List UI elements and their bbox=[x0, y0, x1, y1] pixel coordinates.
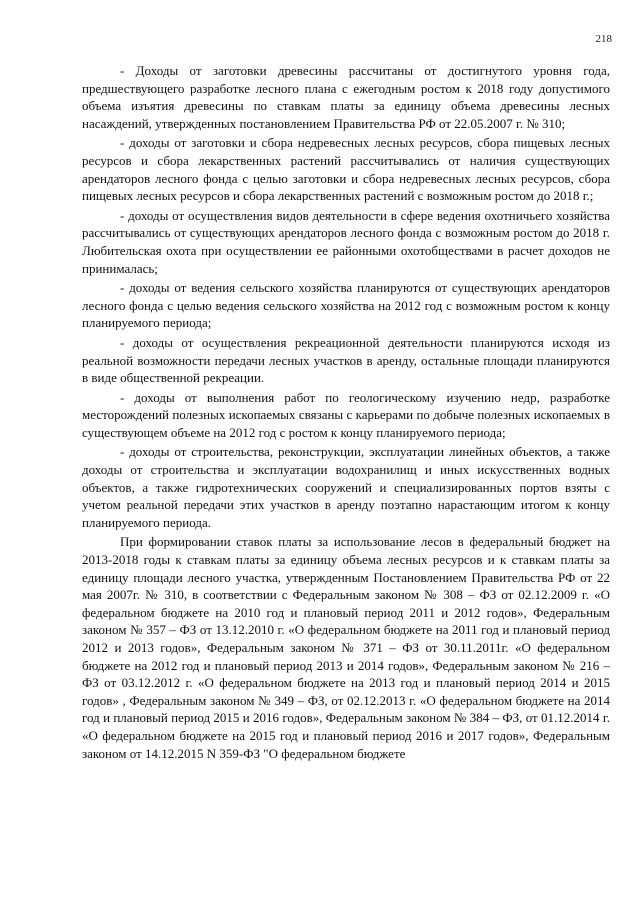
paragraph-federal-budget-rates: При формировании ставок платы за использование лесов в федеральный бюджет на 2013-2018 годы к ставкам платы за единицу объема лесных ресурсов и к ставкам платы за единицу площади лесного участка, утвержденным Постановлением Правительства РФ от 22 мая 2007г. № 310, в соответствии с Федеральным законом № 308 – ФЗ от 02.12.2009 г. «О федеральном бюджете на 2010 год и плановый период 2011 и 2012 годов», Федеральным законом № 357 – ФЗ от 13.12.2010 г. «О федеральном бюджете на 2011 год и плановый период 2012 и 2013 годов», Федеральным законом № 371 – ФЗ от 30.11.2011г. «О федеральном бюджете на 2012 год и плановый период 2013 и 2014 годов», Федеральным законом № 216 – ФЗ от 03.12.2012 г. «О федеральном бюджете на 2013 год и плановый период 2014 и 2015 годов» , Федеральным законом № 349 – ФЗ, от 02.12.2013 г. «О федеральном бюджете на 2014 год и плановый период 2015 и 2016 годов», Федеральным законом № 384 – ФЗ, от 01.12.2014 г. «О федеральном бюджете на 2015 год и плановый период 2016 и 2017 годов», Федеральным законом от 14.12.2015 N 359-ФЗ "О федеральном бюджете bbox=[82, 534, 610, 761]
paragraph-agriculture-revenue: - доходы от ведения сельского хозяйства планируются от существующих арендаторов лесного фонда с целью ведения сельского хозяйства на 2012 год с возможным ростом к концу планируемого периода; bbox=[82, 280, 610, 331]
paragraph-recreation-revenue: - доходы от осуществления рекреационной деятельности планируются исходя из реальной возможности передачи лесных участков в аренду, остальные площади планируются в виде общественной рекреации. bbox=[82, 334, 610, 386]
paragraph-timber-revenue: - Доходы от заготовки древесины рассчитаны от достигнутого уровня года, предшествующего разработке лесного плана с ежегодным ростом к 2018 году допустимого объема изъятия древесины по ставкам платы за единицу объема древесины лесных насаждений, утвержденных постановлением Правительства РФ от 22.05.2007 г. № 310; bbox=[82, 63, 610, 131]
paragraph-hunting-revenue: - доходы от осуществления видов деятельности в сфере ведения охотничьего хозяйства рассчитывались от существующих арендаторов лесного фонда с возможным ростом до 2018 г. Любительская охота при осуществлении ее районными охотобществами в расчет доходов не принималась; bbox=[82, 207, 610, 276]
paragraph-geology-revenue: - доходы от выполнения работ по геологическому изучению недр, разработке месторождений полезных ископаемых связаны с карьерами по добыче полезных ископаемых в существующем объеме на 2012 год с ростом к концу планируемого периода; bbox=[82, 389, 610, 440]
page-body bbox=[82, 62, 610, 764]
page-number: 218 bbox=[595, 33, 612, 45]
paragraph-non-timber-resources: - доходы от заготовки и сбора недревесных лесных ресурсов, сбора пищевых лесных ресурсов и сбора лекарственных растений рассчитывались от наличия существующих арендаторов лесного фонда с целью заготовки и сбора недревесных лесных ресурсов, сбора пищевых лесных ресурсов и сбора лекарственных растений с возможным ростом до 2018 г.; bbox=[82, 135, 610, 204]
paragraph-linear-objects-revenue: - доходы от строительства, реконструкции, эксплуатации линейных объектов, а также доходы от строительства и эксплуатации водохранилищ и иных искусственных водных объектов, а также гидротехнических сооружений и специализированных портов взяты с учетом реальной передачи этих участков в аренду поэтапно нарастающим итогом к концу планируемого периода. bbox=[82, 444, 610, 530]
